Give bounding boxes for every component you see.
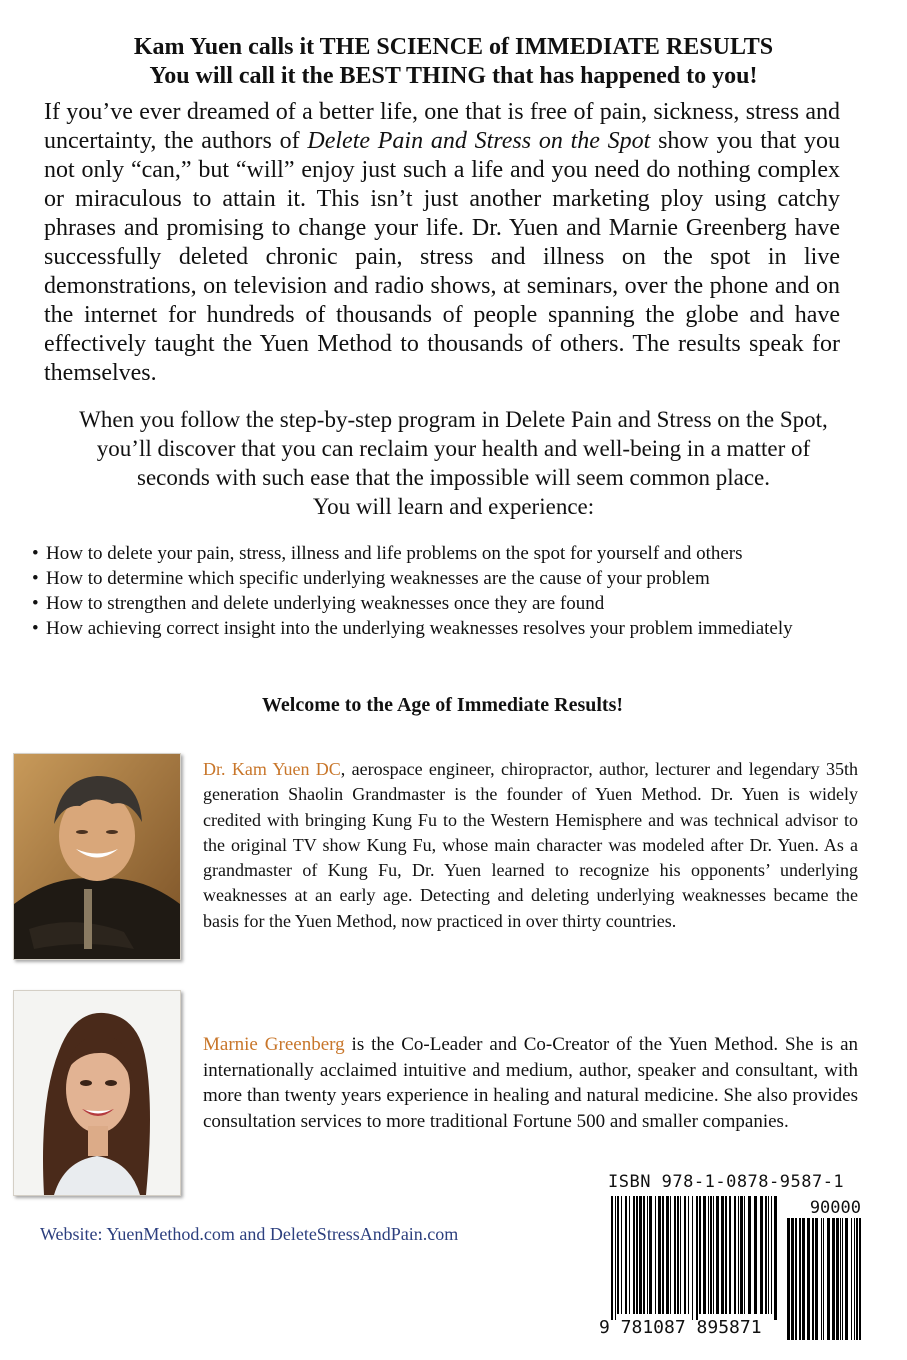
- barcode-bar: [744, 1196, 745, 1314]
- price-barcode-bar: [859, 1218, 861, 1340]
- barcode-bar: [692, 1196, 693, 1320]
- price-barcode-bar: [854, 1218, 855, 1340]
- price-barcode-bar: [795, 1218, 797, 1340]
- marnie-greenberg-name: Marnie Greenberg: [203, 1034, 345, 1055]
- kam-yuen-name: Dr. Kam Yuen DC: [203, 759, 341, 779]
- intro-text-2: show you that you not only “can,” but “will” enjoy just such a life and you need do nothing complex or miraculous to attain it. This isn’t just another marketing ploy using catchy phrases and promising to change your life. Dr. Yuen and Marnie Greenberg have successfully deleted chronic pain, stress and illness on the spot in live demonstrations, on television and radio shows, at seminars, over the phone and on the internet for hundreds of thousands of people spanning the globe and have effectively taught the Yuen Method to thousands of others. The results speak for themselves.: [44, 128, 841, 386]
- list-item: [30, 566, 870, 591]
- barcode-bar: [721, 1196, 724, 1314]
- barcode-bar: [765, 1196, 767, 1314]
- barcode-bar: [774, 1196, 777, 1320]
- list-item-text: How achieving correct insight into the underlying weaknesses resolves your problem immediately: [46, 618, 793, 639]
- price-barcode-bar: [815, 1218, 818, 1340]
- barcode-bar: [666, 1196, 669, 1314]
- marnie-greenberg-photo: [13, 990, 181, 1196]
- price-barcode-bar: [791, 1218, 794, 1340]
- barcode-bar: [629, 1196, 630, 1314]
- barcode-bar: [621, 1196, 622, 1314]
- barcode-bar: [649, 1196, 652, 1314]
- barcode-bar: [636, 1196, 638, 1314]
- barcode-bar: [708, 1196, 709, 1314]
- isbn-barcode: [599, 1168, 869, 1346]
- kam-yuen-photo: [13, 753, 181, 960]
- barcode-bar: [670, 1196, 671, 1314]
- marnie-greenberg-bio-text: is the Co-Leader and Co-Creator of the Yuen Method. She is an internationally acclaimed intuitive and medium, author, speaker and consultant, with more than twenty years experience in healing and natural medicine. She also provides consultation services to more traditional Fortune 500 and smaller companies.: [203, 1034, 858, 1132]
- price-barcode-bar: [812, 1218, 814, 1340]
- barcode-bar: [696, 1196, 698, 1320]
- price-barcode-bar: [802, 1218, 805, 1340]
- barcode-bar: [647, 1196, 648, 1314]
- list-item: [30, 591, 870, 616]
- price-barcode-bar: [823, 1218, 824, 1340]
- barcode-bar: [729, 1196, 731, 1314]
- bullet-dot: •: [32, 568, 39, 589]
- price-barcode-bar: [832, 1218, 835, 1340]
- barcode-bar: [680, 1196, 681, 1314]
- barcode-bar: [633, 1196, 635, 1314]
- headline-line-1: Kam Yuen calls it THE SCIENCE of IMMEDIATE RESULTS: [133, 34, 774, 60]
- intro-text-1: If you’ve ever dreamed of a better life, one that is free of pain, sickness, stress and uncertainty, the authors of: [44, 99, 840, 154]
- barcode-bar: [625, 1196, 627, 1314]
- price-barcode-bar: [821, 1218, 822, 1340]
- price-barcode-bar: [845, 1218, 848, 1340]
- barcode-bar: [677, 1196, 679, 1314]
- barcode-bar: [734, 1196, 736, 1314]
- list-item: [30, 541, 870, 566]
- intro-paragraph: [44, 98, 840, 388]
- price-barcode-bar: [836, 1218, 839, 1340]
- website-line: Website: YuenMethod.com and DeleteStressAndPain.com: [40, 1224, 459, 1244]
- barcode-bar: [703, 1196, 706, 1314]
- barcode-bar: [688, 1196, 689, 1314]
- barcode-bar: [738, 1196, 739, 1314]
- barcode-bar: [643, 1196, 645, 1314]
- price-barcode-bar: [840, 1218, 841, 1340]
- barcode-bar: [713, 1196, 714, 1314]
- isbn-number: ISBN 978-1-0878-9587-1: [608, 1172, 845, 1192]
- barcode-bar: [725, 1196, 727, 1314]
- price-barcode-bar: [851, 1218, 852, 1340]
- barcode-bar: [658, 1196, 661, 1314]
- welcome-heading: Welcome to the Age of Immediate Results!: [261, 694, 624, 716]
- barcode-bar: [639, 1196, 642, 1314]
- barcode-bar: [771, 1196, 772, 1314]
- kam-yuen-bio: [203, 757, 858, 934]
- benefit-list: [30, 541, 870, 641]
- barcode-bar: [710, 1196, 712, 1314]
- barcode-bar: [617, 1196, 619, 1314]
- price-barcode-bar: [856, 1218, 858, 1340]
- barcode-bar: [674, 1196, 676, 1314]
- headline-line-2: You will call it the BEST THING that has happened to you!: [149, 63, 758, 89]
- program-line-2: you’ll discover that you can reclaim your health and well-being in a matter of: [96, 436, 811, 461]
- bullet-dot: •: [32, 618, 39, 639]
- program-line-3: seconds with such ease that the impossible will seem common place.: [137, 465, 770, 490]
- barcode-bar: [655, 1196, 656, 1314]
- barcode-bar: [684, 1196, 686, 1314]
- price-code: 90000: [809, 1198, 861, 1218]
- book-title: Delete Pain and Stress on the Spot: [307, 128, 651, 154]
- bullet-dot: •: [32, 593, 39, 614]
- price-barcode-bar: [799, 1218, 801, 1340]
- marnie-greenberg-bio: [203, 1032, 858, 1134]
- list-item-text: How to determine which specific underlying weaknesses are the cause of your problem: [46, 568, 710, 589]
- barcode-bar: [768, 1196, 769, 1314]
- barcode-bar: [615, 1196, 616, 1320]
- program-line-4: You will learn and experience:: [312, 494, 595, 519]
- list-item-text: How to delete your pain, stress, illness and life problems on the spot for yourself and others: [46, 543, 743, 564]
- barcode-bar: [716, 1196, 719, 1314]
- barcode-bar: [699, 1196, 701, 1314]
- barcode-bar: [754, 1196, 757, 1314]
- kam-yuen-portrait-icon: [14, 754, 180, 959]
- list-item-text: How to strengthen and delete underlying weaknesses once they are found: [46, 593, 605, 614]
- barcode-digits: 9 781087 895871: [599, 1317, 762, 1338]
- barcode-bar: [760, 1196, 763, 1314]
- list-item: [30, 616, 870, 641]
- program-paragraph: [8, 405, 899, 521]
- bullet-dot: •: [32, 543, 39, 564]
- program-line-1: When you follow the step-by-step program in Delete Pain and Stress on the Spot,: [79, 407, 828, 432]
- price-barcode-bar: [787, 1218, 790, 1340]
- barcode-bar: [662, 1196, 664, 1314]
- price-barcode-bar: [842, 1218, 843, 1340]
- barcode-bar: [748, 1196, 751, 1314]
- barcode-bar: [611, 1196, 613, 1320]
- marnie-greenberg-portrait-icon: [14, 991, 180, 1195]
- barcode-bar: [740, 1196, 743, 1314]
- kam-yuen-bio-text: , aerospace engineer, chiropractor, author, lecturer and legendary 35th generation Shaolin Grandmaster is the founder of Yuen Method. Dr. Yuen is widely credited with bringing Kung Fu to the Western Hemisphere and was technical advisor to the original TV show Kung Fu, whose main character was modeled after Dr. Yuen. As a grandmaster of Kung Fu, Dr. Yuen learned to recognize his opponents’ underlying weaknesses at an early age. Detecting and deleting underlying weaknesses became the basis for the Yuen Method, now practiced in over thirty countries.: [203, 759, 858, 931]
- price-barcode-bar: [807, 1218, 810, 1340]
- price-barcode-bar: [827, 1218, 830, 1340]
